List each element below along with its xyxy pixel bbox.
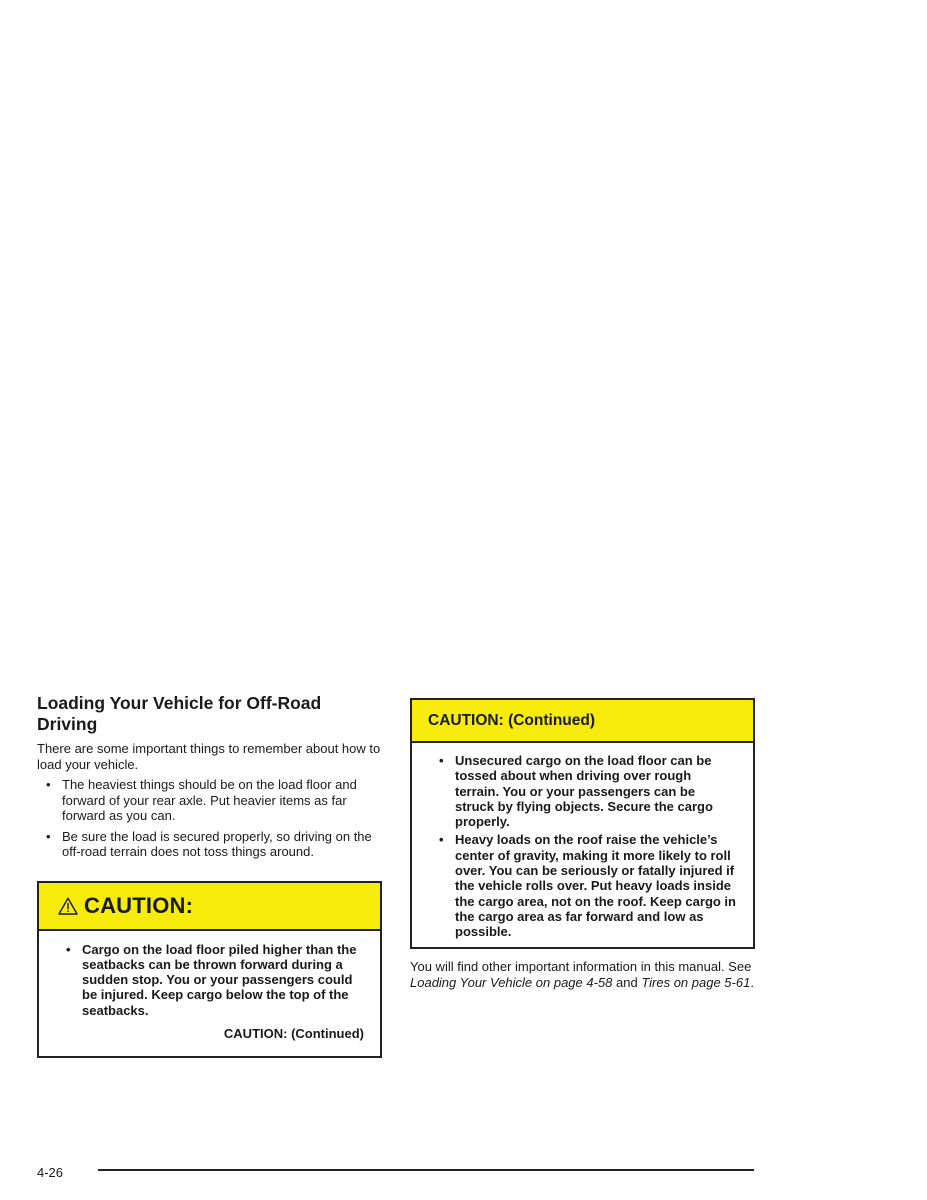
- caution-list: [66, 942, 364, 1018]
- cross-reference-paragraph: You will find other important information in this manual. See Loading Your Vehicle on page 4-58 and Tires on page 5-61.: [410, 959, 754, 990]
- caution-header: [412, 700, 753, 743]
- caution-list: [439, 753, 737, 940]
- list-item: • Heavy loads on the roof raise the vehicle’s center of gravity, making it more likely to roll over. You can be seriously or fatally injured if the vehicle rolls over. Put heavy loads inside the cargo area, not on the roof. Keep cargo in the cargo area as far forward and low as possible.: [439, 832, 736, 940]
- footer-divider: [98, 1169, 754, 1171]
- left-column: [37, 693, 382, 1058]
- reference-link[interactable]: Tires on page 5-61: [641, 974, 751, 990]
- list-item: • Cargo on the load floor piled higher than the seatbacks can be thrown forward during a sudden stop. You or your passengers could be injured. Keep cargo below the top of the seatbacks.: [66, 941, 357, 1018]
- caution-box: [37, 881, 382, 1058]
- warning-triangle-icon: [58, 897, 78, 915]
- right-column: [410, 698, 755, 1003]
- bullet-icon: •: [46, 828, 51, 844]
- list-item: • The heaviest things should be on the load floor and forward of your rear axle. Put heavier items as far forward as you can.: [46, 777, 357, 823]
- caution-continued-label: CAUTION: (Continued): [223, 1025, 364, 1041]
- caution-body: [39, 931, 380, 1041]
- loading-tips-list: [37, 777, 382, 860]
- reference-link[interactable]: Loading Your Vehicle on page 4-58: [410, 974, 613, 990]
- caution-title: CAUTION:: [84, 892, 194, 918]
- caution-title: CAUTION: (Continued): [428, 711, 596, 729]
- list-item: • Unsecured cargo on the load floor can be tossed about when driving over rough terrain. You or your passengers can be struck by flying objects. Secure the cargo properly.: [439, 753, 713, 830]
- bullet-icon: •: [46, 777, 51, 792]
- bullet-icon: •: [66, 941, 71, 957]
- caution-header: [39, 883, 380, 931]
- caution-body: [412, 743, 753, 940]
- page-number: 4-26: [37, 1165, 64, 1180]
- bullet-icon: •: [439, 832, 444, 848]
- section-heading: Loading Your Vehicle for Off-Road Driving: [37, 693, 322, 734]
- list-item: • Be sure the load is secured properly, so driving on the off-road terrain does not toss things around.: [46, 828, 372, 859]
- caution-continued-box: [410, 698, 755, 949]
- intro-paragraph: There are some important things to remember about how to load your vehicle.: [37, 741, 381, 772]
- bullet-icon: •: [439, 753, 444, 768]
